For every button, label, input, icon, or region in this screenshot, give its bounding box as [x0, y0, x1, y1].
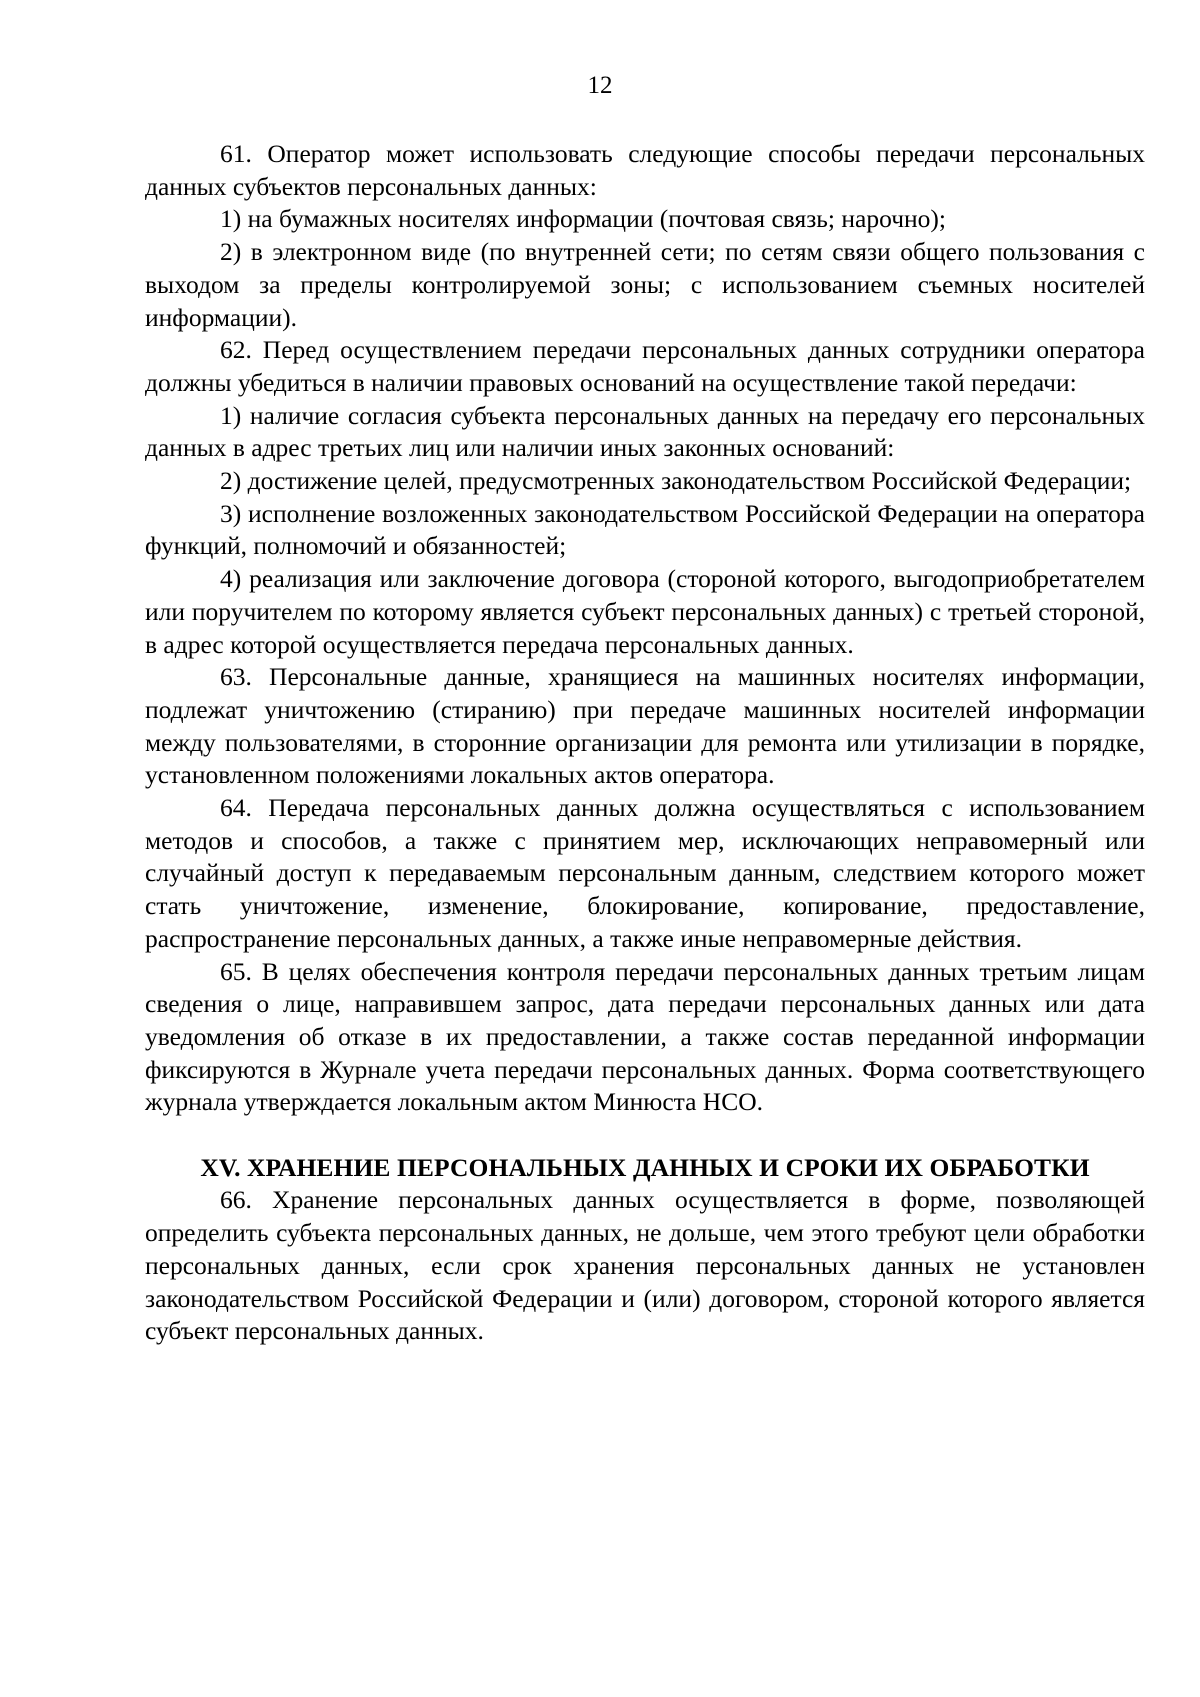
paragraph-62: 62. Перед осуществлением передачи персональных данных сотрудники оператора должны убедиться в наличии правовых оснований на осуществление такой передачи: [145, 335, 1145, 397]
document-body [145, 138, 1145, 1348]
paragraph-61-item-2: 2) в электронном виде (по внутренней сети; по сетям связи общего пользования с выходом за пределы контролируемой зоны; с использованием съемных носителей информации). [145, 237, 1145, 332]
paragraph-66: 66. Хранение персональных данных осуществляется в форме, позволяющей определить субъекта персональных данных, не дольше, чем этого требуют цели обработки персональных данных, если срок хранения персональных данных не установлен законодательством Российской Федерации и (или) договором, стороной которого является субъект персональных данных. [145, 1185, 1145, 1346]
paragraph-62-item-1: 1) наличие согласия субъекта персональных данных на передачу его персональных данных в адрес третьих лиц или наличии иных законных оснований: [145, 400, 1145, 463]
section-heading: XV. ХРАНЕНИЕ ПЕРСОНАЛЬНЫХ ДАННЫХ И СРОКИ ИХ ОБРАБОТКИ [200, 1152, 1090, 1182]
paragraph-62-item-2: 2) достижение целей, предусмотренных законодательством Российской Федерации; [220, 466, 1132, 496]
paragraph-63: 63. Персональные данные, хранящиеся на машинных носителях информации, подлежат уничтожению (стиранию) при передаче машинных носителей информации между пользователями, в сторонние организации для ремонта или утилизации в порядке, установленном положениями локальных актов оператора. [145, 662, 1145, 790]
paragraph-62-item-4: 4) реализация или заключение договора (стороной которого, выгодоприобретателем или поручителем по которому является субъект персональных данных) с третьей стороной, в адрес которой осуществляется передача персональных данных. [145, 564, 1145, 659]
paragraph-64: 64. Передача персональных данных должна осуществляться с использованием методов и способов, а также с принятием мер, исключающих неправомерный или случайный доступ к передаваемым персональным данным, следствием которого может стать уничтожение, изменение, блокирование, копирование, предоставление, распространение персональных данных, а также иные неправомерные действия. [145, 793, 1145, 953]
paragraph-62-item-3: 3) исполнение возложенных законодательством Российской Федерации на оператора функций, полномочий и обязанностей; [145, 498, 1145, 561]
paragraph-61: 61. Оператор может использовать следующие способы передачи персональных данных субъектов персональных данных: [145, 139, 1145, 201]
paragraph-61-item-1: 1) на бумажных носителях информации (почтовая связь; нарочно); [220, 204, 946, 234]
paragraph-65: 65. В целях обеспечения контроля передачи персональных данных третьим лицам сведения о лице, направившем запрос, дата передачи персональных данных или дата уведомления об отказе в их предоставлении, а также состав переданной информации фиксируются в Журнале учета передачи персональных данных. Форма соответствующего журнала утверждается локальным актом Минюста НСО. [145, 956, 1145, 1117]
page-number: 12 [587, 72, 613, 99]
